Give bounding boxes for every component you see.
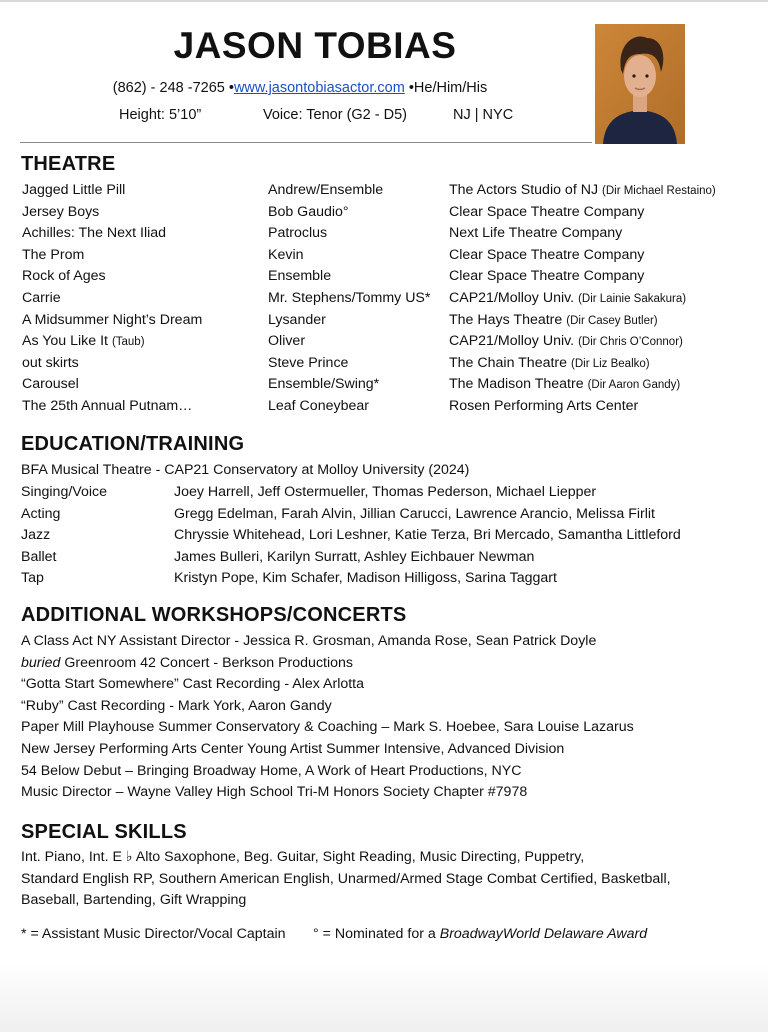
show-title: Jersey Boys xyxy=(22,203,100,220)
credit-role: Mr. Stephens/Tommy US* xyxy=(268,289,431,306)
credit-row xyxy=(22,266,752,288)
credit-row xyxy=(22,353,752,375)
show-title: Rock of Ages xyxy=(22,268,106,285)
credit-role: Oliver xyxy=(268,333,306,350)
credit-show xyxy=(22,223,166,243)
venue-name: CAP21/Molloy Univ. xyxy=(449,333,575,350)
page-bottom-shadow xyxy=(0,962,768,1032)
credit-show xyxy=(22,180,125,200)
phone-number: (862) - 248 -7265 xyxy=(112,80,225,96)
workshop-item: 54 Below Debut – Bringing Broadway Home, A Work of Heart Productions, NYC xyxy=(21,762,522,779)
website-link[interactable]: www.jasontobiasactor.com xyxy=(233,80,405,96)
credit-show xyxy=(22,353,79,373)
headshot-portrait-icon xyxy=(595,24,685,144)
asterisk-footnote: * = Assistant Music Director/Vocal Captain xyxy=(21,926,286,942)
credit-row xyxy=(22,331,752,353)
director: (Dir Aaron Gandy) xyxy=(587,379,681,392)
venue-name: The Madison Theatre xyxy=(449,376,584,393)
training-row xyxy=(21,504,751,526)
theatre-heading: THEATRE xyxy=(21,153,116,175)
director: (Dir Lainie Sakakura) xyxy=(578,292,687,305)
credit-show xyxy=(22,396,192,416)
director: (Dir Chris O’Connor) xyxy=(578,336,683,349)
training-subject: Acting xyxy=(21,505,61,522)
workshop-item: “Ruby” Cast Recording - Mark York, Aaron Gandy xyxy=(21,697,332,714)
director: (Dir Michael Restaino) xyxy=(602,185,716,197)
credit-venue xyxy=(449,374,680,395)
training-subject: Tap xyxy=(21,570,44,586)
venue-name: Clear Space Theatre Company xyxy=(449,268,645,285)
workshop-item: “Gotta Start Somewhere” Cast Recording - Alex Arlotta xyxy=(21,676,365,693)
training-teachers: Joey Harrell, Jeff Ostermueller, Thomas Pederson, Michael Liepper xyxy=(174,484,597,500)
training-row xyxy=(21,568,751,590)
training-teachers: James Bulleri, Karilyn Surratt, Ashley Eichbauer Newman xyxy=(174,548,535,565)
credit-show xyxy=(22,310,202,330)
workshop-item xyxy=(21,653,751,675)
skills-heading: SPECIAL SKILLS xyxy=(21,821,187,843)
performer-name: JASON TOBIAS xyxy=(173,25,457,66)
workshop-item: Music Director – Wayne Valley High School Tri-M Honors Society Chapter #7978 xyxy=(21,784,528,801)
theatre-credits xyxy=(22,180,752,418)
workshop-item: Paper Mill Playhouse Summer Conservatory & Coaching – Mark S. Hoebee, Sara Louise Lazarus xyxy=(21,719,634,736)
show-title: Carrie xyxy=(22,289,61,306)
credit-row xyxy=(22,396,752,418)
show-title: The 25th Annual Putnam… xyxy=(22,397,193,414)
degree-footnote-text: ° = Nominated for a xyxy=(313,926,440,942)
separator-dot: • xyxy=(224,80,234,96)
location: NJ | NYC xyxy=(453,107,514,123)
workshop-item: A Class Act NY Assistant Director - Jessica R. Grosman, Amanda Rose, Sean Patrick Doyle xyxy=(21,633,597,649)
credit-row xyxy=(22,180,752,202)
top-border xyxy=(0,0,768,2)
venue-name: Clear Space Theatre Company xyxy=(449,203,645,220)
pronouns: He/Him/His xyxy=(413,80,488,96)
venue-name: Rosen Performing Arts Center xyxy=(449,397,639,414)
training-row xyxy=(21,525,751,547)
director: (Dir Casey Butler) xyxy=(566,314,658,327)
training-subject: Ballet xyxy=(21,548,57,565)
show-title: As You Like It xyxy=(22,333,108,350)
credit-venue xyxy=(449,310,658,331)
credit-row xyxy=(22,310,752,332)
degree: BFA Musical Theatre - CAP21 Conservatory at Molloy University (2024) xyxy=(21,462,470,478)
credit-show xyxy=(22,266,106,286)
venue-name: Clear Space Theatre Company xyxy=(449,246,645,263)
venue-name: The Hays Theatre xyxy=(449,311,563,328)
credit-role: Ensemble xyxy=(268,268,332,285)
training-subject: Jazz xyxy=(21,527,51,543)
skills-line: Standard English RP, Southern American English, Unarmed/Armed Stage Combat Certified, Basketball, xyxy=(21,870,671,887)
credit-role: Andrew/Ensemble xyxy=(268,182,384,198)
show-title: out skirts xyxy=(22,354,79,371)
venue-name: The Chain Theatre xyxy=(449,354,568,371)
training-row xyxy=(21,482,751,504)
show-title: The Prom xyxy=(22,246,85,263)
show-title: Jagged Little Pill xyxy=(22,182,126,198)
credit-venue xyxy=(449,331,683,352)
credit-row xyxy=(22,245,752,267)
show-title: Achilles: The Next Iliad xyxy=(22,225,167,242)
credit-role: Steve Prince xyxy=(268,354,349,371)
training-row xyxy=(21,547,751,569)
credit-venue xyxy=(449,223,622,243)
credit-role: Patroclus xyxy=(268,225,328,242)
workshops-heading: ADDITIONAL WORKSHOPS/CONCERTS xyxy=(21,604,407,626)
credit-venue xyxy=(449,353,650,374)
credit-show xyxy=(22,202,99,222)
venue-name: Next Life Theatre Company xyxy=(449,225,623,242)
skills-line: Int. Piano, Int. E ♭ Alto Saxophone, Beg. Guitar, Sight Reading, Music Directing, Puppetry, xyxy=(21,849,585,865)
show-title: Carousel xyxy=(22,376,79,393)
credit-show xyxy=(22,245,84,265)
contact-line xyxy=(100,79,500,97)
workshop-italic-title: buried xyxy=(21,654,61,671)
credit-row xyxy=(22,374,752,396)
skills-line: Baseball, Bartending, Gift Wrapping xyxy=(21,892,247,909)
education-heading: EDUCATION/TRAINING xyxy=(21,433,245,455)
credit-venue xyxy=(449,245,644,265)
credit-role: Ensemble/Swing* xyxy=(268,376,380,393)
training-teachers: Kristyn Pope, Kim Schafer, Madison Hilligoss, Sarina Taggart xyxy=(174,570,557,586)
credit-row xyxy=(22,223,752,245)
show-title: A Midsummer Night’s Dream xyxy=(22,311,203,328)
director: (Dir Liz Bealko) xyxy=(571,357,650,370)
show-note: (Taub) xyxy=(111,336,145,349)
workshop-item: New Jersey Performing Arts Center Young Artist Summer Intensive, Advanced Division xyxy=(21,740,565,757)
workshops-list xyxy=(21,631,751,804)
credit-venue xyxy=(449,266,644,286)
height: Height: 5’10” xyxy=(119,107,202,123)
venue-name: The Actors Studio of NJ xyxy=(449,182,599,198)
credit-role: Kevin xyxy=(268,246,304,263)
headshot-photo xyxy=(595,24,685,144)
workshop-item-text: Greenroom 42 Concert - Berkson Productions xyxy=(60,654,354,671)
venue-name: CAP21/Molloy Univ. xyxy=(449,289,575,306)
credit-venue xyxy=(449,396,638,416)
credit-venue xyxy=(449,288,686,309)
credit-show xyxy=(22,288,61,308)
credit-row xyxy=(22,202,752,224)
degree-footnote xyxy=(313,924,647,944)
header-divider xyxy=(20,142,592,143)
training-subject: Singing/Voice xyxy=(21,484,107,500)
award-name: BroadwayWorld Delaware Award xyxy=(439,926,648,942)
training-teachers: Chryssie Whitehead, Lori Leshner, Katie Terza, Bri Mercado, Samantha Littleford xyxy=(174,527,681,543)
training-teachers: Gregg Edelman, Farah Alvin, Jillian Carucci, Lawrence Arancio, Melissa Firlit xyxy=(174,505,655,522)
credit-row xyxy=(22,288,752,310)
credit-show xyxy=(22,331,145,352)
credit-venue xyxy=(449,180,716,201)
voice-type: Voice: Tenor (G2 - D5) xyxy=(263,107,407,123)
credit-role: Lysander xyxy=(268,311,326,328)
credit-venue xyxy=(449,202,644,222)
credit-role: Bob Gaudio° xyxy=(268,203,349,220)
skills-list xyxy=(21,847,751,912)
training-list xyxy=(21,482,751,590)
credit-show xyxy=(22,374,79,394)
credit-role: Leaf Coneybear xyxy=(268,397,369,414)
separator-dot: • xyxy=(404,80,414,96)
